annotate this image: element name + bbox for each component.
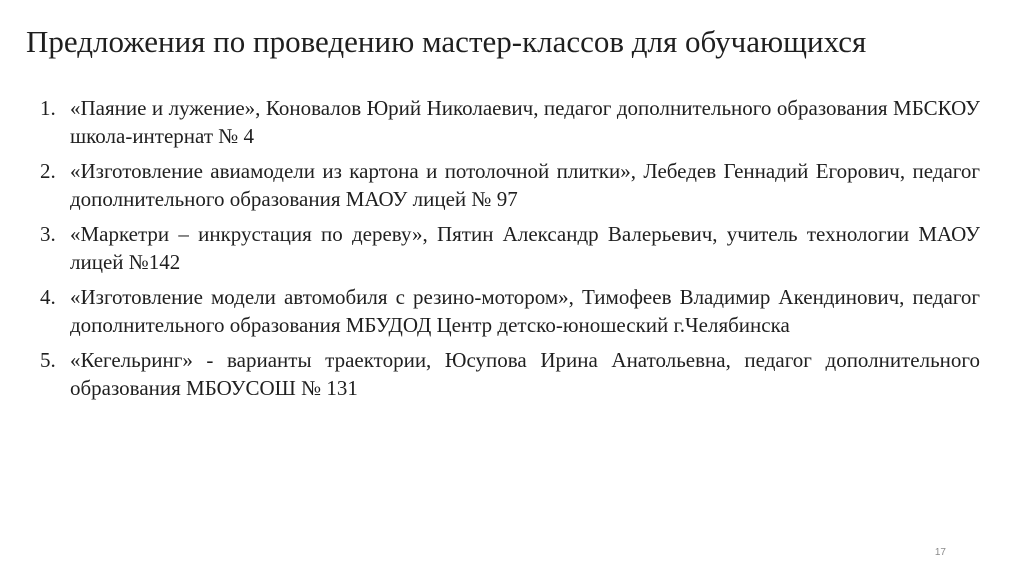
page-number: 17	[934, 547, 946, 558]
slide-title: Предложения по проведению мастер-классов для обучающихся	[26, 24, 867, 59]
list-item-text: «Изготовление модели автомобиля с резино-мотором», Тимофеев Владимир Акендинович, педагог дополнительного образования МБУДОД Центр детско-юношеский г.Челябинска	[70, 285, 980, 337]
list-item	[40, 283, 980, 339]
list-item-number: 3.	[40, 222, 56, 246]
list-item-number: 2.	[40, 159, 56, 183]
list-item-text: «Кегельринг» - варианты траектории, Юсупова Ирина Анатольевна, педагог дополнительного образования МБОУСОШ № 131	[70, 348, 980, 400]
list-item-text: «Изготовление авиамодели из картона и потолочной плитки», Лебедев Геннадий Егорович, педагог дополнительного образования МАОУ лицей № 97	[70, 159, 980, 211]
list-item-text: «Паяние и лужение», Коновалов Юрий Николаевич, педагог дополнительного образования МБСКОУ школа-интернат № 4	[70, 96, 980, 148]
list-item	[40, 157, 980, 213]
list-item	[40, 346, 980, 402]
list-item-number: 4.	[40, 285, 56, 309]
list-item-number: 1.	[40, 96, 56, 120]
list-item	[40, 94, 980, 150]
list-item-number: 5.	[40, 348, 56, 372]
master-class-list	[40, 94, 980, 409]
list-item	[40, 220, 980, 276]
list-item-text: «Маркетри – инкрустация по дереву», Пятин Александр Валерьевич, учитель технологии МАОУ лицей №142	[70, 222, 980, 274]
